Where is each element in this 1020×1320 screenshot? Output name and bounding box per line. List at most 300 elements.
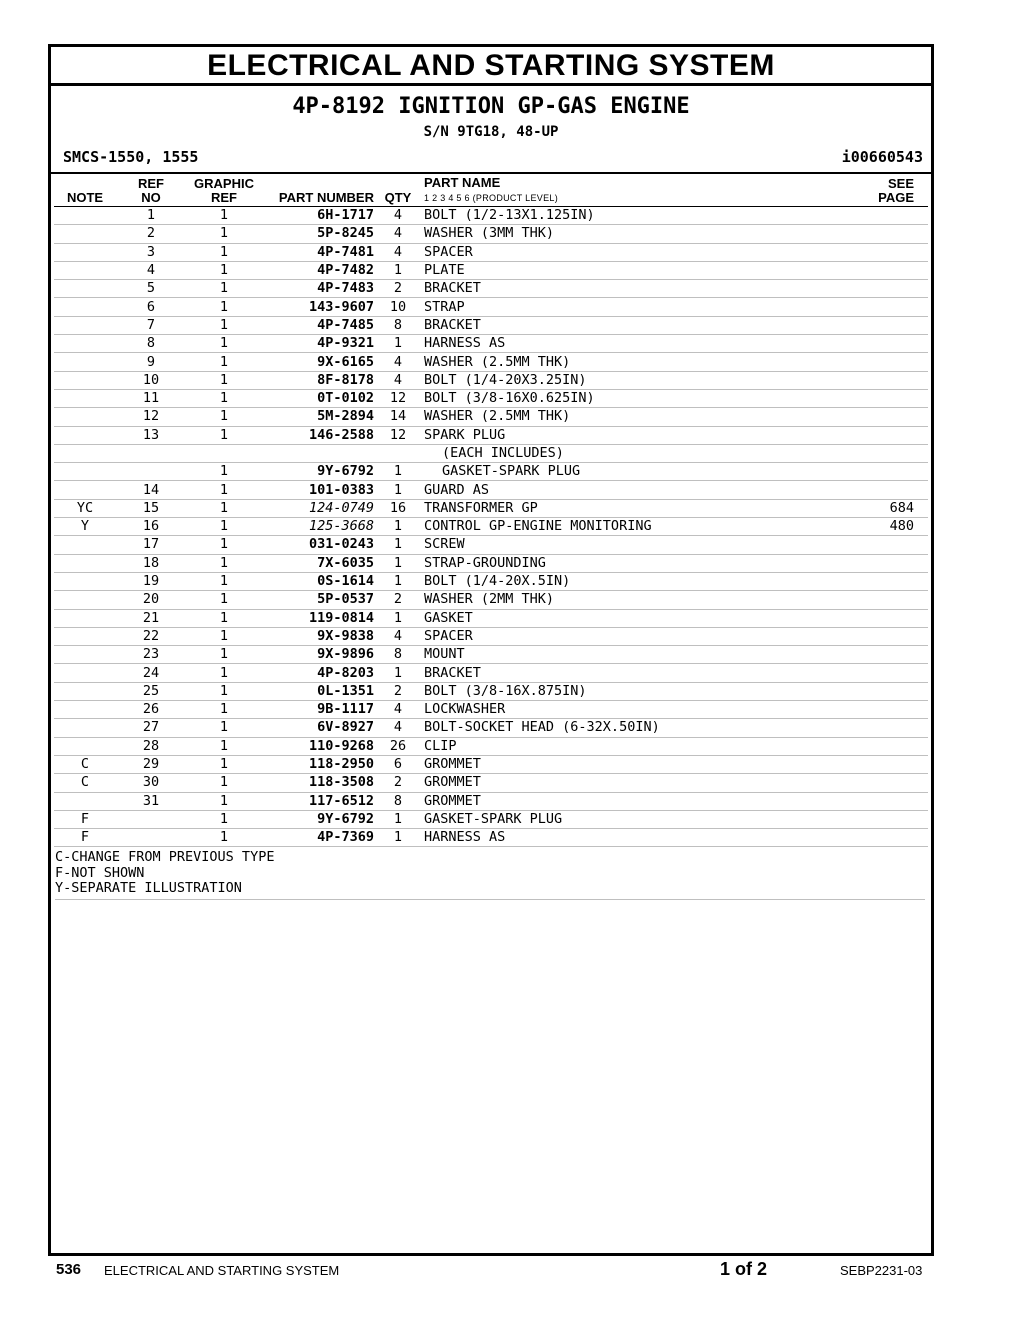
row-ref-no: 26: [116, 701, 186, 719]
illustration-id: i00660543: [841, 148, 923, 166]
row-ref-no: 5: [116, 280, 186, 298]
row-graphic-ref: 1: [186, 335, 262, 353]
row-part-name: BRACKET: [418, 280, 838, 298]
row-part-name: BOLT-SOCKET HEAD (6-32X.50IN): [418, 719, 838, 737]
table-row: [54, 755, 928, 773]
row-part-number: 0L-1351: [262, 682, 378, 700]
table-row: [54, 389, 928, 407]
row-part-name: GROMMET: [418, 755, 838, 773]
row-part-number: 0S-1614: [262, 572, 378, 590]
row-note: [54, 646, 116, 664]
row-ref-no: 18: [116, 554, 186, 572]
row-part-name: GASKET-SPARK PLUG: [418, 810, 838, 828]
row-part-name: BOLT (1/4-20X3.25IN): [418, 371, 838, 389]
row-note: [54, 389, 116, 407]
row-ref-no: 10: [116, 371, 186, 389]
row-see-page: [838, 316, 928, 334]
doc-id: SEBP2231-03: [840, 1263, 923, 1278]
row-part-name: WASHER (2.5MM THK): [418, 408, 838, 426]
row-graphic-ref: 1: [186, 207, 262, 225]
row-part-name: GROMMET: [418, 792, 838, 810]
row-part-name: WASHER (3MM THK): [418, 225, 838, 243]
notes-legend: [55, 850, 925, 900]
row-part-number: 4P-9321: [262, 335, 378, 353]
row-ref-no: 25: [116, 682, 186, 700]
row-see-page: [838, 701, 928, 719]
row-part-name: SPARK PLUG: [418, 426, 838, 444]
note-line: F-NOT SHOWN: [55, 864, 145, 881]
row-note: [54, 335, 116, 353]
row-part-number: 4P-7482: [262, 261, 378, 279]
row-ref-no: 23: [116, 646, 186, 664]
row-graphic-ref: 1: [186, 389, 262, 407]
row-part-number: 117-6512: [262, 792, 378, 810]
row-note: C: [54, 755, 116, 773]
row-see-page: [838, 426, 928, 444]
row-ref-no: [116, 444, 186, 462]
row-part-name: SCREW: [418, 536, 838, 554]
row-see-page: [838, 481, 928, 499]
table-row: [54, 810, 928, 828]
row-ref-no: 29: [116, 755, 186, 773]
row-graphic-ref: 1: [186, 591, 262, 609]
table-row: [54, 225, 928, 243]
row-part-number: 6H-1717: [262, 207, 378, 225]
row-see-page: [838, 243, 928, 261]
table-row: [54, 408, 928, 426]
row-note: [54, 481, 116, 499]
row-see-page: [838, 261, 928, 279]
table-row: [54, 335, 928, 353]
row-note: [54, 261, 116, 279]
row-ref-no: 4: [116, 261, 186, 279]
row-ref-no: 9: [116, 353, 186, 371]
serial-range: S/N 9TG18, 48-UP: [423, 124, 559, 140]
table-row: [54, 518, 928, 536]
row-ref-no: 7: [116, 316, 186, 334]
row-qty: 2: [378, 682, 418, 700]
row-note: [54, 627, 116, 645]
row-note: [54, 280, 116, 298]
col-note: NOTE: [54, 174, 116, 207]
row-part-name: BOLT (1/2-13X1.125IN): [418, 207, 838, 225]
row-part-number: 8F-8178: [262, 371, 378, 389]
table-row: [54, 554, 928, 572]
row-part-name: BRACKET: [418, 316, 838, 334]
row-see-page: [838, 810, 928, 828]
row-part-number: 4P-8203: [262, 664, 378, 682]
row-see-page: [838, 389, 928, 407]
row-qty: 1: [378, 261, 418, 279]
row-ref-no: [116, 829, 186, 847]
row-part-number: 9B-1117: [262, 701, 378, 719]
row-see-page: [838, 609, 928, 627]
row-part-name: STRAP-GROUNDING: [418, 554, 838, 572]
row-part-number: 4P-7369: [262, 829, 378, 847]
row-part-name: GUARD AS: [418, 481, 838, 499]
group-header: [51, 86, 931, 174]
parts-table-header: [54, 174, 928, 207]
row-ref-no: 24: [116, 664, 186, 682]
row-part-name: SPACER: [418, 243, 838, 261]
row-note: [54, 664, 116, 682]
col-part-number: PART NUMBER: [262, 174, 378, 207]
row-see-page: 480: [838, 518, 928, 536]
row-part-name: CONTROL GP-ENGINE MONITORING: [418, 518, 838, 536]
row-qty: 1: [378, 518, 418, 536]
row-qty: 8: [378, 792, 418, 810]
row-see-page: [838, 646, 928, 664]
table-row: [54, 316, 928, 334]
col-qty: QTY: [378, 174, 418, 207]
row-note: [54, 444, 116, 462]
row-qty: 12: [378, 426, 418, 444]
note-line: Y-SEPARATE ILLUSTRATION: [55, 880, 242, 897]
row-qty: 2: [378, 280, 418, 298]
row-see-page: [838, 755, 928, 773]
row-part-number: 110-9268: [262, 737, 378, 755]
row-part-name: STRAP: [418, 298, 838, 316]
row-part-name: BOLT (1/4-20X.5IN): [418, 572, 838, 590]
col-see-page: SEE PAGE: [838, 174, 928, 207]
row-part-number: 101-0383: [262, 481, 378, 499]
note-line: C-CHANGE FROM PREVIOUS TYPE: [55, 849, 275, 866]
row-qty: 1: [378, 536, 418, 554]
row-note: [54, 371, 116, 389]
row-qty: [378, 444, 418, 462]
row-part-number: 6V-8927: [262, 719, 378, 737]
row-note: [54, 316, 116, 334]
row-see-page: 684: [838, 499, 928, 517]
row-part-name: GASKET: [418, 609, 838, 627]
table-row: [54, 536, 928, 554]
row-see-page: [838, 737, 928, 755]
row-ref-no: 22: [116, 627, 186, 645]
row-part-number: 146-2588: [262, 426, 378, 444]
row-note: [54, 792, 116, 810]
table-row: [54, 682, 928, 700]
row-note: YC: [54, 499, 116, 517]
row-see-page: [838, 371, 928, 389]
table-row: [54, 664, 928, 682]
row-part-number: 031-0243: [262, 536, 378, 554]
row-note: F: [54, 810, 116, 828]
row-part-name: BOLT (3/8-16X0.625IN): [418, 389, 838, 407]
table-row: [54, 572, 928, 590]
col-part-name: PART NAME 1 2 3 4 5 6 (PRODUCT LEVEL): [418, 174, 838, 207]
row-see-page: [838, 774, 928, 792]
row-ref-no: 3: [116, 243, 186, 261]
footer-section: ELECTRICAL AND STARTING SYSTEM: [104, 1263, 340, 1278]
row-part-number: 5P-0537: [262, 591, 378, 609]
row-ref-no: 30: [116, 774, 186, 792]
row-see-page: [838, 444, 928, 462]
row-see-page: [838, 664, 928, 682]
row-qty: 4: [378, 371, 418, 389]
row-part-name: (EACH INCLUDES): [418, 444, 838, 462]
row-part-name: SPACER: [418, 627, 838, 645]
row-note: [54, 463, 116, 481]
row-ref-no: 17: [116, 536, 186, 554]
row-graphic-ref: 1: [186, 609, 262, 627]
row-ref-no: 13: [116, 426, 186, 444]
row-note: [54, 207, 116, 225]
page-frame: [48, 44, 934, 1256]
row-part-name: CLIP: [418, 737, 838, 755]
table-row: [54, 280, 928, 298]
row-graphic-ref: 1: [186, 719, 262, 737]
row-note: [54, 353, 116, 371]
row-graphic-ref: 1: [186, 408, 262, 426]
row-see-page: [838, 554, 928, 572]
row-qty: 2: [378, 591, 418, 609]
table-row: [54, 444, 928, 462]
row-note: [54, 572, 116, 590]
row-see-page: [838, 536, 928, 554]
row-note: C: [54, 774, 116, 792]
row-part-name: BOLT (3/8-16X.875IN): [418, 682, 838, 700]
row-ref-no: 21: [116, 609, 186, 627]
row-part-name: BRACKET: [418, 664, 838, 682]
row-graphic-ref: 1: [186, 810, 262, 828]
row-qty: 1: [378, 481, 418, 499]
row-note: [54, 682, 116, 700]
row-see-page: [838, 408, 928, 426]
group-title: 4P-8192 IGNITION GP-GAS ENGINE: [292, 94, 690, 119]
row-see-page: [838, 792, 928, 810]
table-row: [54, 719, 928, 737]
row-ref-no: 20: [116, 591, 186, 609]
row-note: [54, 408, 116, 426]
row-part-name: HARNESS AS: [418, 335, 838, 353]
row-graphic-ref: 1: [186, 280, 262, 298]
row-graphic-ref: 1: [186, 426, 262, 444]
parts-table: [54, 174, 928, 847]
row-qty: 1: [378, 463, 418, 481]
row-qty: 4: [378, 627, 418, 645]
row-ref-no: 16: [116, 518, 186, 536]
row-qty: 8: [378, 316, 418, 334]
smcs-code: SMCS-1550, 1555: [63, 148, 199, 166]
row-graphic-ref: 1: [186, 627, 262, 645]
row-ref-no: 15: [116, 499, 186, 517]
row-graphic-ref: 1: [186, 792, 262, 810]
row-part-number: 9X-9838: [262, 627, 378, 645]
row-part-number: 4P-7481: [262, 243, 378, 261]
row-note: [54, 701, 116, 719]
row-see-page: [838, 207, 928, 225]
row-part-number: 118-3508: [262, 774, 378, 792]
row-see-page: [838, 829, 928, 847]
row-part-number: 5M-2894: [262, 408, 378, 426]
row-qty: 8: [378, 646, 418, 664]
row-graphic-ref: 1: [186, 701, 262, 719]
table-row: [54, 261, 928, 279]
row-ref-no: 2: [116, 225, 186, 243]
table-row: [54, 243, 928, 261]
row-ref-no: 14: [116, 481, 186, 499]
row-part-number: 118-2950: [262, 755, 378, 773]
row-part-number: 5P-8245: [262, 225, 378, 243]
row-ref-no: 19: [116, 572, 186, 590]
row-graphic-ref: 1: [186, 243, 262, 261]
row-graphic-ref: 1: [186, 518, 262, 536]
row-see-page: [838, 572, 928, 590]
table-row: [54, 646, 928, 664]
row-note: [54, 609, 116, 627]
row-part-number: 9Y-6792: [262, 810, 378, 828]
row-ref-no: 31: [116, 792, 186, 810]
row-qty: 1: [378, 810, 418, 828]
row-part-name: GROMMET: [418, 774, 838, 792]
row-ref-no: 8: [116, 335, 186, 353]
row-graphic-ref: 1: [186, 646, 262, 664]
table-row: [54, 609, 928, 627]
row-part-number: 4P-7485: [262, 316, 378, 334]
row-graphic-ref: 1: [186, 371, 262, 389]
page-footer: [0, 1259, 1020, 1283]
row-graphic-ref: 1: [186, 682, 262, 700]
row-qty: 2: [378, 774, 418, 792]
row-see-page: [838, 225, 928, 243]
row-part-name: PLATE: [418, 261, 838, 279]
table-row: [54, 591, 928, 609]
row-graphic-ref: 1: [186, 316, 262, 334]
row-ref-no: 1: [116, 207, 186, 225]
page-title: ELECTRICAL AND STARTING SYSTEM: [51, 47, 931, 86]
row-see-page: [838, 719, 928, 737]
row-note: [54, 591, 116, 609]
table-row: [54, 499, 928, 517]
row-note: [54, 426, 116, 444]
row-note: [54, 719, 116, 737]
row-graphic-ref: 1: [186, 572, 262, 590]
row-qty: 4: [378, 207, 418, 225]
row-qty: 26: [378, 737, 418, 755]
row-qty: 1: [378, 829, 418, 847]
row-note: [54, 298, 116, 316]
row-see-page: [838, 298, 928, 316]
row-note: F: [54, 829, 116, 847]
row-qty: 1: [378, 664, 418, 682]
row-part-name: WASHER (2MM THK): [418, 591, 838, 609]
table-row: [54, 463, 928, 481]
table-row: [54, 207, 928, 225]
row-part-name: LOCKWASHER: [418, 701, 838, 719]
row-ref-no: 28: [116, 737, 186, 755]
row-ref-no: 6: [116, 298, 186, 316]
page-of: 1 of 2: [720, 1259, 768, 1279]
row-part-number: 9X-6165: [262, 353, 378, 371]
row-graphic-ref: 1: [186, 463, 262, 481]
row-qty: 16: [378, 499, 418, 517]
table-row: [54, 774, 928, 792]
row-graphic-ref: 1: [186, 829, 262, 847]
row-part-name: GASKET-SPARK PLUG: [418, 463, 838, 481]
row-graphic-ref: 1: [186, 481, 262, 499]
row-ref-no: [116, 463, 186, 481]
row-part-name: WASHER (2.5MM THK): [418, 353, 838, 371]
row-graphic-ref: 1: [186, 225, 262, 243]
row-ref-no: 12: [116, 408, 186, 426]
row-qty: 1: [378, 335, 418, 353]
row-qty: 14: [378, 408, 418, 426]
row-part-number: 9Y-6792: [262, 463, 378, 481]
row-ref-no: [116, 810, 186, 828]
row-graphic-ref: 1: [186, 774, 262, 792]
row-graphic-ref: 1: [186, 353, 262, 371]
row-note: [54, 536, 116, 554]
table-row: [54, 298, 928, 316]
row-graphic-ref: 1: [186, 737, 262, 755]
row-ref-no: 11: [116, 389, 186, 407]
row-note: [54, 225, 116, 243]
row-see-page: [838, 591, 928, 609]
row-see-page: [838, 463, 928, 481]
row-graphic-ref: 1: [186, 554, 262, 572]
row-qty: 6: [378, 755, 418, 773]
row-part-number: 125-3668: [262, 518, 378, 536]
col-ref-no: REF NO: [116, 174, 186, 207]
table-row: [54, 701, 928, 719]
row-qty: 10: [378, 298, 418, 316]
table-row: [54, 426, 928, 444]
row-part-number: 7X-6035: [262, 554, 378, 572]
row-graphic-ref: 1: [186, 664, 262, 682]
row-part-number: 9X-9896: [262, 646, 378, 664]
row-qty: 1: [378, 572, 418, 590]
row-qty: 4: [378, 353, 418, 371]
row-graphic-ref: 1: [186, 298, 262, 316]
row-qty: 4: [378, 701, 418, 719]
table-row: [54, 371, 928, 389]
row-note: Y: [54, 518, 116, 536]
table-row: [54, 353, 928, 371]
row-qty: 12: [378, 389, 418, 407]
row-graphic-ref: 1: [186, 755, 262, 773]
row-see-page: [838, 280, 928, 298]
row-note: [54, 554, 116, 572]
row-part-number: 124-0749: [262, 499, 378, 517]
row-graphic-ref: [186, 444, 262, 462]
row-graphic-ref: 1: [186, 261, 262, 279]
row-part-number: 0T-0102: [262, 389, 378, 407]
row-part-number: 4P-7483: [262, 280, 378, 298]
row-see-page: [838, 627, 928, 645]
row-part-name: TRANSFORMER GP: [418, 499, 838, 517]
table-row: [54, 481, 928, 499]
row-see-page: [838, 682, 928, 700]
row-note: [54, 243, 116, 261]
row-graphic-ref: 1: [186, 536, 262, 554]
row-graphic-ref: 1: [186, 499, 262, 517]
row-ref-no: 27: [116, 719, 186, 737]
product-level-scale: 1 2 3 4 5 6 (PRODUCT LEVEL): [424, 193, 558, 203]
row-see-page: [838, 353, 928, 371]
row-qty: 1: [378, 609, 418, 627]
table-row: [54, 627, 928, 645]
row-part-number: 119-0814: [262, 609, 378, 627]
row-qty: 4: [378, 243, 418, 261]
table-row: [54, 737, 928, 755]
row-qty: 4: [378, 225, 418, 243]
row-qty: 1: [378, 554, 418, 572]
row-qty: 4: [378, 719, 418, 737]
row-part-name: MOUNT: [418, 646, 838, 664]
row-part-number: [262, 444, 378, 462]
row-see-page: [838, 335, 928, 353]
col-graphic-ref: GRAPHIC REF: [186, 174, 262, 207]
